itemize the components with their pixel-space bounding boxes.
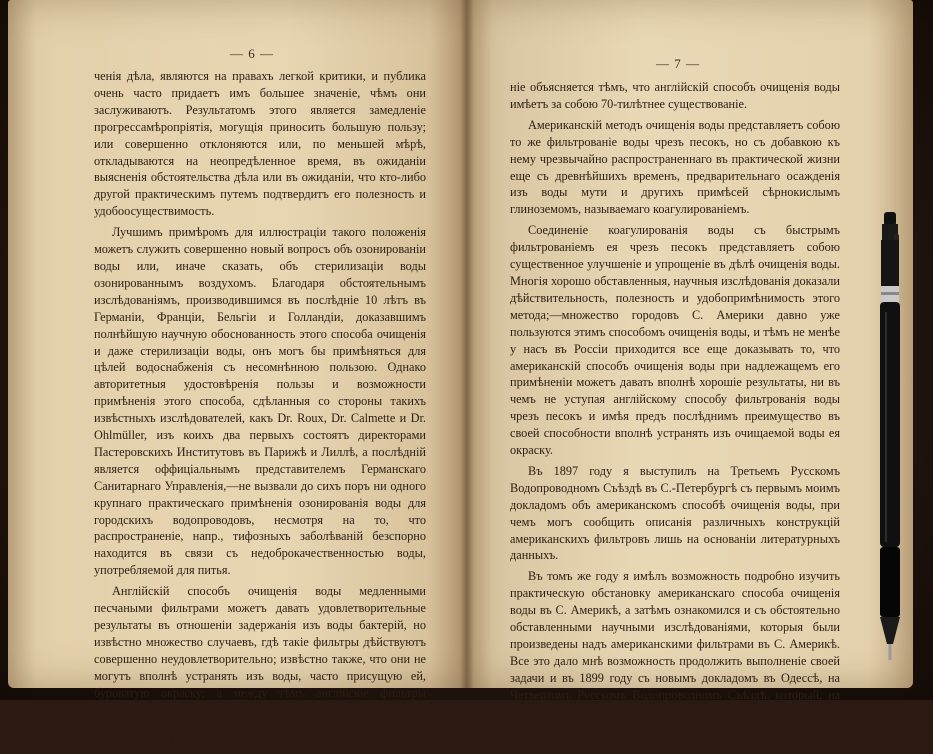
right-paragraph-3: Соединеніе коагулированія воды съ быстрымъ фильтрованіемъ ея чрезъ песокъ представляетъ собою существенное улучшеніе и упрощеніе въ дѣлѣ очищенія воды. Многія хорошо обставленныя, научныя изслѣдованія доказали дѣйствительность, полезность и удобопримѣнимость этого метода;—множество городовъ С. Америки давно уже пользуются этимъ способомъ очищенія воды, и тѣмъ не менѣе у насъ въ Россіи приходится все еще доказывать то, что американскій способъ очищенія воды при надлежащемъ его примѣненіи можетъ давать вполнѣ хорошіе результаты, ни въ чемъ не уступая англійскому способу фильтрованія воды чрезъ песокъ и имѣя предъ послѣднимъ преимущество въ своей способности вполнѣ устранять изъ очищаемой воды ея окраску.	[510, 223, 840, 458]
right-paragraph-4: Въ 1897 году я выступилъ на Третьемъ Русскомъ Водопроводномъ Съѣздѣ въ С.-Петербургѣ съ первымъ моимъ докладомъ объ американскомъ способѣ очищенія воды, при чемъ могъ сообщить описанія различныхъ конструкцій американскихъ фильтровъ лишь на основаніи литературныхъ данныхъ.	[510, 463, 840, 563]
left-page-number: — 6 —	[230, 46, 274, 61]
left-paragraph-3: Англійскій способъ очищенія воды медленными песчаными фильтрами можетъ давать удовлетворительные результаты въ отношеніи задержанія изъ воды бактерій, но извѣстно множество случаевъ, гдѣ такіе фильтры дѣйствуютъ совершенно неудовлетворительно; извѣстно также, что они не могутъ вполнѣ устранять изъ воды, часто присущую ей, буроватую окраску; а между тѣмъ англійскіе фильтры находятъ постоянно новыя и новыя примѣненія, при чемъ ихъ недостатки ставятся внѣ вопроса, точно такъ же, какъ и ихъ достоинства. Такое положе-	[94, 584, 426, 751]
mechanical-pencil-icon	[872, 212, 908, 664]
right-page-number: — 7 —	[656, 56, 700, 71]
left-paragraph-1: ченія дѣла, являются на правахъ легкой критики, и публика очень часто придаетъ имъ большее значеніе, чѣмъ они заслуживаютъ. Результатомъ этого является замедленіе прогрессамѣропріятія, могущія приносить большую пользу; или совершенно отклоняются или, по меньшей мѣрѣ, откладываются на неопредѣленное время, въ ожиданіи выясненія обстоятельства дѣла или въ ожиданіи, что кто-либо другой практическимъ путемъ подтвердитъ его полезность и удобоосуществимость.	[94, 69, 426, 219]
right-page	[466, 0, 913, 753]
right-paragraph-2: Американскій методъ очищенія воды представляетъ собою то же фильтрованіе воды чрезъ песокъ, но съ добавкою къ нему чрезвычайно распространеннаго въ практической жизни еще съ древнѣйшихъ временъ, предварительнаго осажденія изъ воды мути и другихъ примѣсей сѣрнокислымъ глиноземомъ, называемаго коагулированіемъ.	[510, 117, 840, 217]
book-gutter	[460, 0, 474, 688]
right-paragraph-5: Въ томъ же году я имѣлъ возможность подробно изучить практическую обстановку американскаго способа очищенія воды въ С. Америкѣ, а затѣмъ ознакомился и съ обстоятельно обставленными научными изслѣдованіями, которыя были произведены надъ американскими фильтрами въ С. Америкѣ. Все это дало мнѣ возможность продолжить выполненіе своей задачи и въ 1899 году съ новымъ докладомъ въ Одессѣ, на Четвертомъ Русскомъ Водопроводномъ Съѣздѣ, который, на основаніи заключенія спеціальной Коммиссіи, призналъ полезность американскаго метода очищенія воды для городскихъ водопроводовъ и научную его обоснованность.	[510, 569, 840, 753]
left-page	[8, 0, 466, 751]
right-page-text	[510, 79, 840, 754]
left-paragraph-2: Лучшимъ примѣромъ для иллюстраціи такого положенія можетъ служить совершенно новый вопросъ объ озонированіи воды или, иначе сказать, объ стерилизаціи воды озонированнымъ воздухомъ. Благодаря обстоятельнымъ изслѣдованіямъ, производившимся въ послѣдніе 10 лѣтъ въ Германіи, Франціи, Бельгіи и Голландіи, доказавшимъ полнѣйшую научную обоснованность этого способа очищенія и даже стерилизаціи воды, онъ могъ бы примѣняться для цѣлей водоснабженія съ несомнѣнною пользою. Однако авторитетныя удостовѣренія пользы и возможности примѣненія этого способа, сдѣланныя со стороны такихъ извѣстныхъ изслѣдователей, какъ Dr. Roux, Dr. Calmette и Dr. Ohlmüller, изъ коихъ два первыхъ состоятъ директорами Пастеровскихъ Институтовъ въ Парижѣ и Лиллѣ, а послѣдній является оффиціальнымъ представителемъ Германскаго Санитарнаго Управленія,—не вызвали до сихъ поръ ни одного крупнаго практическаго примѣненія озонированія воды для городскихъ водопроводовъ, несмотря на то, что распространеніе, напр., тифозныхъ заболѣваній безспорно находится въ связи съ недоброкачественностью воды, употребляемой для питья.	[94, 225, 426, 578]
open-book	[8, 0, 913, 753]
right-paragraph-1: ніе объясняется тѣмъ, что англійскій способъ очищенія воды имѣетъ за собою 70-тилѣтнее существованіе.	[510, 80, 840, 111]
left-page-text	[94, 68, 426, 752]
